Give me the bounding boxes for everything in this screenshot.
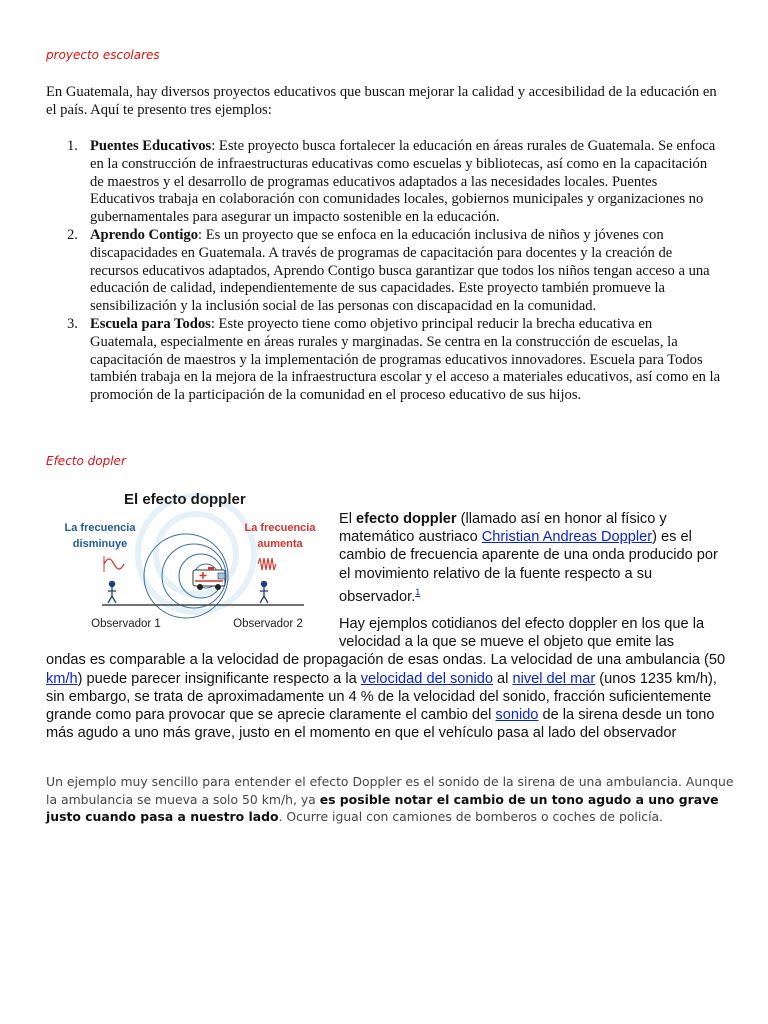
doppler-examples-paragraph <box>46 615 731 742</box>
text-run: al <box>493 670 513 687</box>
project-title: Aprendo Contigo <box>90 226 198 243</box>
text-run: ) puede parecer insignificante respecto a la <box>77 670 361 687</box>
doppler-term: efecto doppler <box>356 511 457 527</box>
doppler-name-link[interactable]: Christian Andreas Doppler <box>481 529 653 546</box>
sea-level-link[interactable]: nivel del mar <box>512 670 596 687</box>
speed-of-sound-link[interactable]: velocidad del sonido <box>360 670 493 687</box>
observer-1-label: Observador 1 <box>91 618 161 630</box>
text-run: (unos 1235 km/h), sin embargo, se trata de aproximadamente un 4 % de la velocidad del sonido, fracción suficientemente grande como para provocar que se aprecie claramente el cambio del <box>46 670 717 724</box>
section-heading-projects: proyecto escolares <box>46 48 160 62</box>
observer-2-label: Observador 2 <box>233 618 303 630</box>
project-text: : Es un proyecto que se enfoca en la educación inclusiva de niños y jóvenes con discapacidades en Guatemala. A través de programas de capacitación para docentes y la creación de recursos educativos adaptados, Aprendo Contigo busca garantizar que todos los niños tengan acceso a una educación de calidad, independientemente de sus capacidades. Este proyecto también promueve la sensibilización y la inclusión social de las personas con discapacidad en la comunidad. <box>90 226 710 315</box>
intro-paragraph: En Guatemala, hay diversos proyectos educativos que buscan mejorar la calidad y accesibilidad de la educación en el país. Aquí te presento tres ejemplos: <box>46 84 717 118</box>
text-run: . Ocurre igual con camiones de bomberos o coches de policía. <box>278 809 664 825</box>
project-title: Puentes Educativos <box>90 138 212 154</box>
list-item <box>46 138 722 227</box>
project-text: : Este proyecto busca fortalecer la educación en áreas rurales de Guatemala. Se enfoca en la construcción de infraestructuras educativas como escuelas y bibliotecas, así como en la capacitación de maestros y el desarrollo de programas educativos adaptados a las necesidades locales. Puentes Educativos trabaja en colaboración con comunidades locales, gobiernos municipales y organizaciones no gubernamentales para asegurar un impacto sostenible en la educación. <box>90 138 716 226</box>
project-text: : Este proyecto tiene como objetivo principal reducir la brecha educativa en Guatemala, especialmente en áreas rurales y marginadas. Se centra en la construcción de escuelas, la capacitación de maestros y la implementación de programas educativos innovadores. Escuela para Todos también trabaja en la mejora de la infraestructura escolar y el acceso a materiales educativos, así como en la promoción de la participación de la comunidad en el proceso educativo de sus hijos. <box>90 315 721 404</box>
text-run: Hay ejemplos cotidianos del efecto doppler en los que la velocidad a la que se mueve el objeto que emite las <box>339 616 705 651</box>
kmh-link[interactable]: km/h <box>46 670 78 687</box>
text-run: de la sirena desde un tono más agudo a uno más grave, justo en el momento en que el vehículo pasa al lado del observador <box>46 707 715 742</box>
figure-right-label-1: La frecuencia <box>244 522 316 534</box>
list-number: 2. <box>67 226 78 243</box>
emphasis-text: es posible notar el cambio de un tono agudo a uno grave justo cuando pasa a nuestro lado <box>46 791 719 825</box>
ambulance-example-paragraph <box>46 773 736 826</box>
sound-link[interactable]: sonido <box>495 707 539 724</box>
footnote-link[interactable]: 1 <box>415 586 421 597</box>
doppler-illustration <box>46 484 332 634</box>
projects-list <box>46 138 722 405</box>
figure-title: El efecto doppler <box>124 491 246 508</box>
section-heading-doppler: Efecto dopler <box>46 454 126 468</box>
project-title: Escuela para Todos <box>90 315 211 332</box>
list-number: 1. <box>67 138 78 154</box>
list-number: 3. <box>67 315 78 332</box>
text-run: ) es el cambio de frecuencia aparente de una onda producido por el movimiento relativo de la fuente respecto a su observador. <box>339 529 718 605</box>
figure-left-label-1: La frecuencia <box>64 522 136 534</box>
text-run: ondas es comparable a la velocidad de propagación de esas ondas. La velocidad de una ambulancia (50 <box>46 652 726 669</box>
text-run: (llamado así en honor al físico y matemático austriaco <box>339 511 667 546</box>
figure-left-label-2: disminuye <box>72 538 128 550</box>
doppler-definition-paragraph <box>339 510 724 606</box>
list-item <box>46 227 722 316</box>
figure-right-label-2: aumenta <box>257 538 303 550</box>
list-item <box>46 316 722 405</box>
text-run: El <box>339 511 357 527</box>
text-run: Un ejemplo muy sencillo para entender el efecto Doppler es el sonido de la sirena de una ambulancia. Aunque la ambulancia se mueva a solo 50 km/h, ya <box>46 774 734 807</box>
